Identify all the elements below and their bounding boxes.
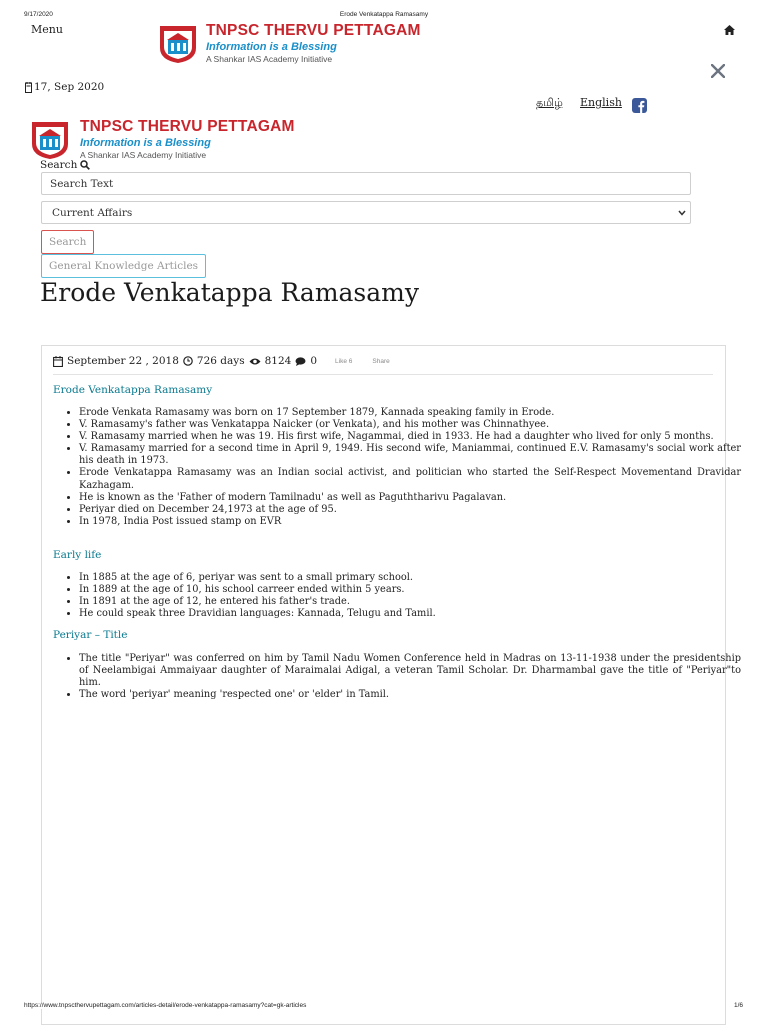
- section-list: [53, 653, 741, 701]
- list-item: • Periyar died on December 24,1973 at the age of 95.: [79, 504, 741, 516]
- current-date-text: 17, Sep 2020: [34, 81, 105, 93]
- eye-icon: [249, 357, 261, 366]
- list-item: • In 1889 at the age of 10, his school carreer ended within 5 years.: [79, 584, 741, 596]
- like-button[interactable]: Like 6: [335, 357, 353, 365]
- print-date: 9/17/2020: [24, 11, 53, 18]
- search-input[interactable]: Search Text: [41, 172, 691, 195]
- brand-name: TNPSC THERVU PETTAGAM: [206, 22, 421, 39]
- article-meta: [53, 355, 390, 367]
- list-item: • The word 'periyar' meaning 'respected one' or 'elder' in Tamil.: [79, 689, 741, 701]
- meta-divider: [53, 374, 713, 375]
- chevron-down-icon: [678, 210, 686, 216]
- header-logo[interactable]: [157, 22, 421, 64]
- list-item: • He is known as the 'Father of modern Tamilnadu' as well as Paguththarivu Pagalavan.: [79, 492, 741, 504]
- logo-emblem-icon: [157, 22, 199, 64]
- close-icon[interactable]: [711, 64, 725, 78]
- brand-name: TNPSC THERVU PETTAGAM: [80, 118, 295, 135]
- list-item: • He could speak three Dravidian languages: Kannada, Telugu and Tamil.: [79, 608, 741, 620]
- category-selected-value: Current Affairs: [52, 207, 133, 219]
- list-item: • In 1885 at the age of 6, periyar was sent to a small primary school.: [79, 572, 741, 584]
- section-list: [53, 572, 741, 620]
- list-item: • In 1891 at the age of 12, he entered his father's trade.: [79, 596, 741, 608]
- list-item: • In 1978, India Post issued stamp on EVR: [79, 516, 741, 528]
- print-url: https://www.tnpscthervupettagam.com/articles-detail/erode-venkatappa-ramasamy?cat=gk-articles: [24, 1002, 309, 1009]
- article-date: September 22 , 2018: [67, 355, 179, 367]
- section-list: [53, 407, 741, 528]
- search-icon: [80, 160, 90, 170]
- share-button[interactable]: Share: [372, 357, 390, 365]
- current-date: [25, 81, 104, 93]
- section-heading: Periyar – Title: [53, 629, 128, 641]
- page-logo[interactable]: [29, 118, 295, 160]
- search-button[interactable]: Search: [41, 230, 94, 254]
- menu-button[interactable]: Menu: [31, 23, 63, 36]
- list-item: • Erode Venkatappa Ramasamy was an Indian social activist, and politician who started the Self-Respect Movementand Dravidar Kazhagam.: [79, 467, 741, 491]
- category-select[interactable]: [41, 201, 691, 224]
- list-item: • Erode Venkata Ramasamy was born on 17 September 1879, Kannada speaking family in Erode.: [79, 407, 741, 419]
- page-title: Erode Venkatappa Ramasamy: [40, 278, 419, 307]
- facebook-icon[interactable]: [632, 98, 647, 113]
- section-heading: Early life: [53, 549, 102, 561]
- list-item: • V. Ramasamy married for a second time in April 9, 1949. His second wife, Maniammai, continued E.V. Ramasamy's social work after his death in 1973.: [79, 443, 741, 467]
- brand-initiative: A Shankar IAS Academy Initiative: [80, 150, 207, 160]
- calendar-icon: [53, 356, 63, 367]
- list-item: • V. Ramasamy married when he was 19. His first wife, Nagammai, died in 1933. He had a daughter who lived for only 5 months.: [79, 431, 741, 443]
- article-comments: 0: [310, 355, 318, 367]
- print-page-number: 1/6: [734, 1002, 744, 1009]
- logo-emblem-icon: [29, 118, 71, 160]
- comment-icon: [295, 357, 306, 366]
- gk-articles-button[interactable]: General Knowledge Articles: [41, 254, 206, 278]
- brand-initiative: A Shankar IAS Academy Initiative: [206, 54, 333, 64]
- section-heading: Erode Venkatappa Ramasamy: [53, 384, 213, 396]
- lang-english-link[interactable]: English: [580, 96, 622, 109]
- article-views: 8124: [264, 355, 292, 367]
- home-icon[interactable]: [724, 25, 735, 35]
- brand-tagline: Information is a Blessing: [206, 41, 337, 53]
- print-doc-title: Erode Venkatappa Ramasamy: [339, 11, 429, 18]
- list-item: • The title "Periyar" was conferred on him by Tamil Nadu Women Conference held in Madras on 13-11-1938 under the presidentship of Neelambigai Ammaiyaar daughter of Maraimalai Adigal, a veteran Tamil Scholar. Dr. Dharmambal gave the title of "Periyar"to him.: [79, 653, 741, 689]
- brand-tagline: Information is a Blessing: [80, 137, 211, 149]
- article-age: 726 days: [196, 355, 245, 367]
- list-item: • V. Ramasamy's father was Venkatappa Naicker (or Venkata), and his mother was Chinnathyee.: [79, 419, 741, 431]
- calendar-small-icon: [25, 82, 32, 93]
- search-label: [40, 159, 90, 171]
- search-label-text: Search: [40, 159, 78, 171]
- lang-tamil-link[interactable]: தமிழ்: [536, 96, 563, 109]
- clock-icon: [183, 356, 193, 366]
